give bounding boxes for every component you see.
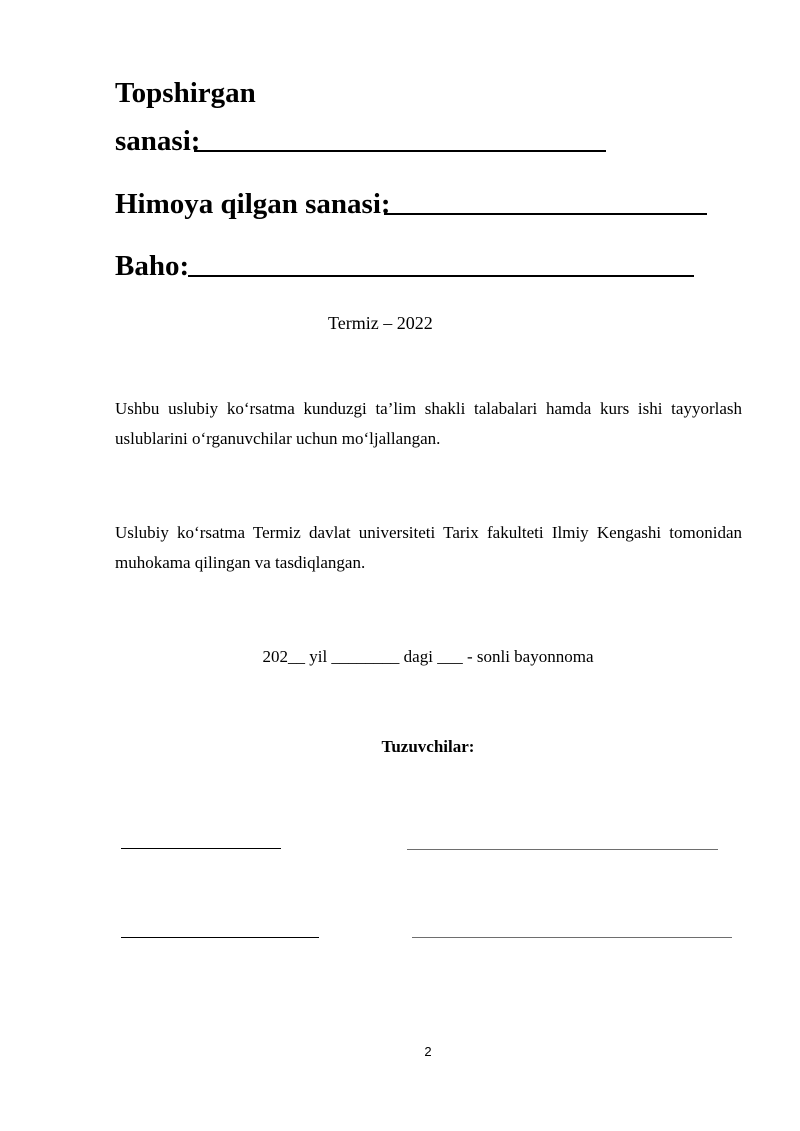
protocol-line: 202__ yil ________ dagi ___ - sonli bayonnoma: [262, 647, 594, 666]
author-1-signature-line: [407, 849, 718, 850]
author-1-name-line: [121, 848, 281, 849]
place-year: Termiz – 2022: [328, 313, 433, 333]
authors-heading: Tuzuvchilar:: [381, 737, 475, 756]
intro-paragraph: Ushbu uslubiy ko‘rsatma kunduzgi ta’lim shakli talabalari hamda kurs ishi tayyorlash uslublarini o‘rganuvchilar uchun mo‘ljallangan.: [115, 399, 742, 448]
defended-date-label: Himoya qilgan sanasi:: [115, 188, 391, 220]
submitted-date-label-cont: sanasi:: [115, 125, 201, 157]
grade-label: Baho:: [115, 250, 190, 282]
page-number: 2: [424, 1044, 432, 1059]
approval-paragraph: Uslubiy ko‘rsatma Termiz davlat universiteti Tarix fakulteti Ilmiy Kengashi tomonidan muhokama qilingan va tasdiqlangan.: [115, 523, 742, 572]
submitted-date-label: Topshirgan: [115, 77, 256, 109]
defended-date-line: [384, 213, 707, 215]
submitted-date-line: [194, 150, 606, 152]
author-2-name-line: [121, 937, 319, 938]
grade-line: [188, 275, 694, 277]
author-2-signature-line: [412, 937, 732, 938]
